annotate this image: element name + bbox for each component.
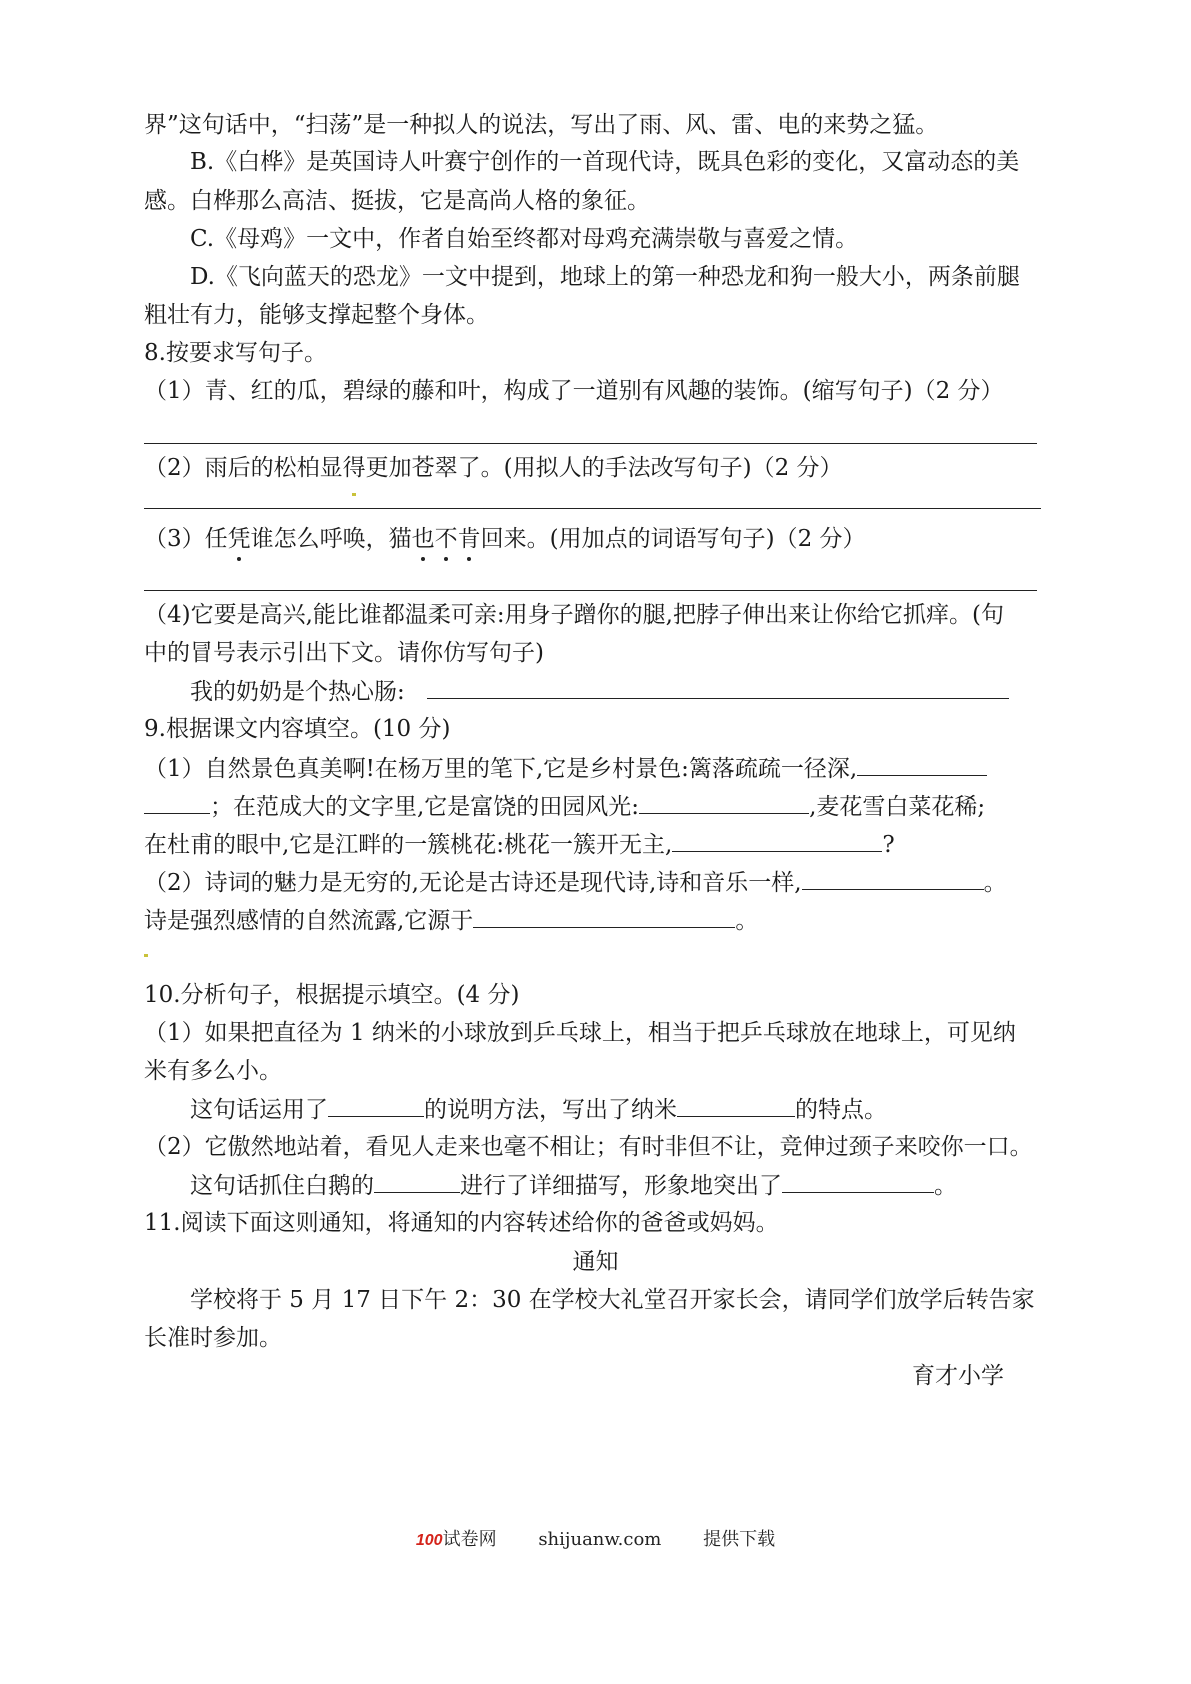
text-segment: 谁怎么呼唤，猫 [250,526,412,552]
option-b: B.《白桦》是英国诗人叶赛宁创作的一首现代诗，既具色彩的变化，又富动态的美 [190,149,1020,175]
text-segment: 回来。(用加点的词语写句子)（2 分） [480,526,866,552]
question-9-heading: 9.根据课文内容填空。(10 分) [144,716,451,742]
notice-body: 长准时参加。 [144,1325,282,1351]
text-segment: 这句话抓住白鹅的 [190,1173,374,1199]
text-line: 中的冒号表示引出下文。请你仿写句子) [144,640,544,666]
text-line: 感。白桦那么高洁、挺拔，它是高尚人格的象征。 [144,188,650,214]
option-d: D.《飞向蓝天的恐龙》一文中提到，地球上的第一种恐龙和狗一般大小，两条前腿 [190,264,1020,290]
text-segment: 。 [934,1173,957,1199]
question-9-1 [144,753,1064,784]
site-url[interactable]: shijuanw.com [538,1529,662,1550]
answer-blank[interactable] [328,1094,424,1117]
text-line: 米有多么小。 [144,1058,282,1084]
page-footer [0,1528,1191,1553]
answer-blank[interactable] [677,1094,795,1117]
answer-blank[interactable] [802,867,984,890]
text-segment: 的特点。 [795,1097,887,1123]
answer-blank[interactable] [782,1170,934,1193]
scan-mark [144,954,148,957]
scan-mark [352,493,356,496]
question-8-heading: 8.按要求写句子。 [144,340,327,366]
dotted-char: 凭 [227,526,251,552]
answer-blank[interactable] [857,753,987,776]
question-8-4-prompt [190,676,1110,707]
answer-line-8-3[interactable] [144,590,1037,591]
answer-blank[interactable] [672,829,882,852]
answer-line-8-1[interactable] [144,443,1037,444]
site-logo-text: 试卷网 [442,1529,497,1550]
question-11-heading: 11.阅读下面这则通知，将通知的内容转述给你的爸爸或妈妈。 [144,1210,779,1236]
dotted-char: 也 [411,526,435,552]
footer-tagline: 提供下载 [703,1529,776,1550]
text-segment: 在杜甫的眼中,它是江畔的一簇桃花:桃花一簇开无主, [144,832,673,858]
question-9-1-cont [144,829,1064,860]
answer-blank[interactable] [639,791,809,814]
question-8-2: （2）雨后的松柏显得更加苍翠了。(用拟人的手法改写句子)（2 分） [144,455,843,481]
text-segment: 。 [983,870,1007,896]
notice-title: 通知 [572,1249,619,1275]
text-segment: （2）诗词的魅力是无穷的,无论是古诗还是现代诗,诗和音乐一样, [144,870,802,896]
question-9-2 [144,867,1064,898]
notice-body: 学校将于 5 月 17 日下午 2：30 在学校大礼堂召开家长会，请同学们放学后转告家 [190,1287,1035,1313]
question-10-2: （2）它傲然地站着，看见人走来也毫不相让；有时非但不让，竞伸过颈子来咬你一口。 [144,1134,1033,1160]
text-line: 界”这句话中，“扫荡”是一种拟人的说法，写出了雨、风、雷、电的来势之猛。 [144,112,939,138]
question-10-heading: 10.分析句子，根据提示填空。(4 分) [144,982,520,1008]
answer-blank[interactable] [473,905,735,928]
text-segment: 我的奶奶是个热心肠: [190,679,405,705]
site-logo-number: 100 [415,1532,443,1549]
answer-blank[interactable] [374,1170,460,1193]
question-9-1-cont [144,791,1064,822]
text-segment: 这句话运用了 [190,1097,328,1123]
notice-signature: 育才小学 [912,1363,1004,1389]
question-10-2-fill [190,1170,1110,1201]
dotted-char: 不 [434,526,458,552]
text-line: 粗壮有力，能够支撑起整个身体。 [144,302,489,328]
question-10-1: （1）如果把直径为 1 纳米的小球放到乒乓球上，相当于把乒乓球放在地球上，可见纳 [144,1020,1016,1046]
answer-blank[interactable] [427,676,1009,699]
text-segment: 的说明方法，写出了纳米 [424,1097,677,1123]
question-8-1: （1）青、红的瓜，碧绿的藤和叶，构成了一道别有风趣的装饰。(缩写句子)（2 分） [144,378,1004,404]
text-segment: （3）任 [144,526,228,552]
text-segment: （1）自然景色真美啊!在杨万里的笔下,它是乡村景色:篱落疏疏一径深, [144,756,858,782]
option-c: C.《母鸡》一文中，作者自始至终都对母鸡充满崇敬与喜爱之情。 [190,226,859,252]
dotted-char: 肯 [457,526,481,552]
text-segment: 。 [735,908,759,934]
question-8-3 [144,524,1064,554]
text-segment: ,麦花雪白菜花稀; [809,794,986,820]
text-segment: ? [882,832,895,858]
question-8-4: （4)它要是高兴,能比谁都温柔可亲:用身子蹭你的腿,把脖子伸出来让你给它抓痒。(句 [144,602,1004,628]
question-9-2-cont [144,905,1064,936]
question-10-1-fill [190,1094,1110,1125]
answer-line-8-2[interactable] [144,508,1041,509]
text-segment: 进行了详细描写，形象地突出了 [460,1173,782,1199]
text-segment: 诗是强烈感情的自然流露,它源于 [144,908,474,934]
answer-blank[interactable] [144,791,210,814]
text-segment: ；在范成大的文字里,它是富饶的田园风光: [210,794,640,820]
